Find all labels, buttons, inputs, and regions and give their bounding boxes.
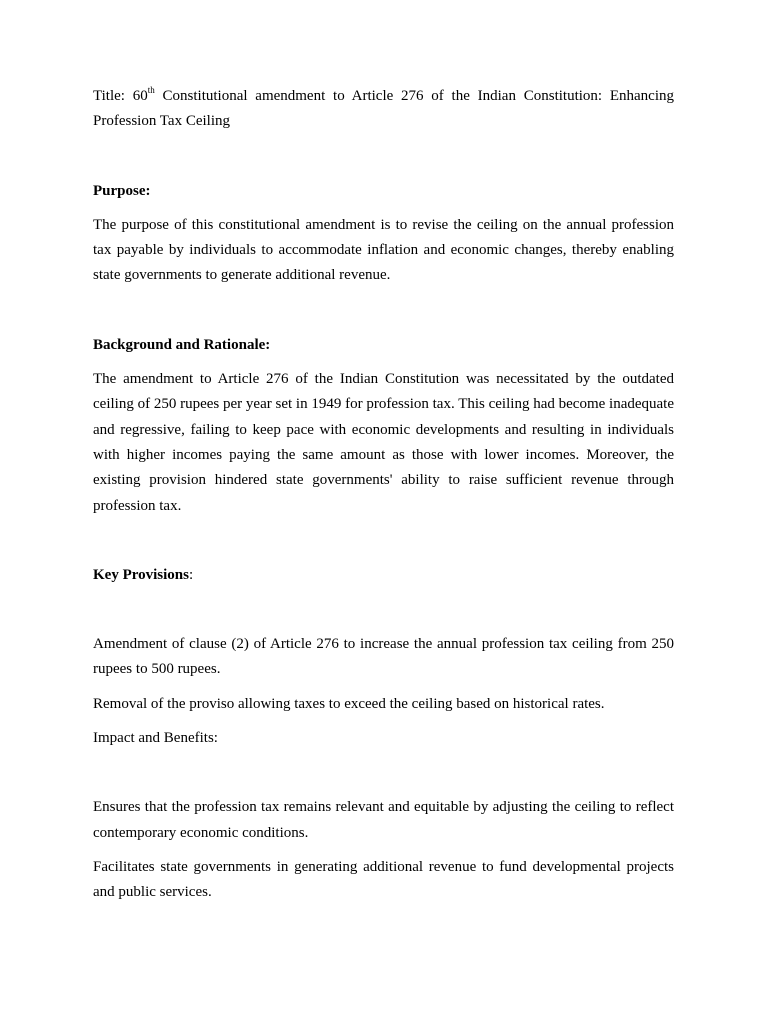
background-heading: Background and Rationale: bbox=[93, 336, 271, 353]
key-provisions-colon: : bbox=[188, 566, 194, 583]
title-rest: Constitutional amendment to Article 276 of the Indian Constitution: Enhancing Profession Tax Ceiling bbox=[93, 88, 674, 130]
provision-item: Removal of the proviso allowing taxes to exceed the ceiling based on historical rates. bbox=[93, 695, 605, 712]
key-provisions-heading-text: Key Provisions bbox=[93, 566, 189, 583]
document-page bbox=[93, 84, 674, 906]
purpose-body: The purpose of this constitutional amendment is to revise the ceiling on the annual profession tax payable by individuals to accommodate inflation and economic changes, thereby enabling state governments to generate additional revenue. bbox=[93, 216, 674, 284]
key-provisions-heading bbox=[93, 563, 674, 588]
provision-item: Amendment of clause (2) of Article 276 to increase the annual profession tax ceiling from 250 rupees to 500 rupees. bbox=[93, 636, 674, 678]
purpose-heading: Purpose: bbox=[93, 182, 151, 199]
title-prefix: Title: 60 bbox=[93, 88, 148, 104]
background-body: The amendment to Article 276 of the Indian Constitution was necessitated by the outdated ceiling of 250 rupees per year set in 1949 for profession tax. This ceiling had become inadequate and regressive, failing to keep pace with economic developments and resulting in individuals with higher incomes paying the same amount as those with lower incomes. Moreover, the existing provision hindered state governments' ability to raise sufficient revenue through profession tax. bbox=[93, 371, 674, 514]
document-title bbox=[93, 84, 674, 135]
impact-heading: Impact and Benefits: bbox=[93, 730, 218, 747]
impact-item: Facilitates state governments in generating additional revenue to fund developmental projects and public services. bbox=[93, 858, 674, 901]
title-superscript: th bbox=[147, 85, 155, 95]
impact-item: Ensures that the profession tax remains relevant and equitable by adjusting the ceiling to reflect contemporary economic conditions. bbox=[93, 799, 674, 841]
